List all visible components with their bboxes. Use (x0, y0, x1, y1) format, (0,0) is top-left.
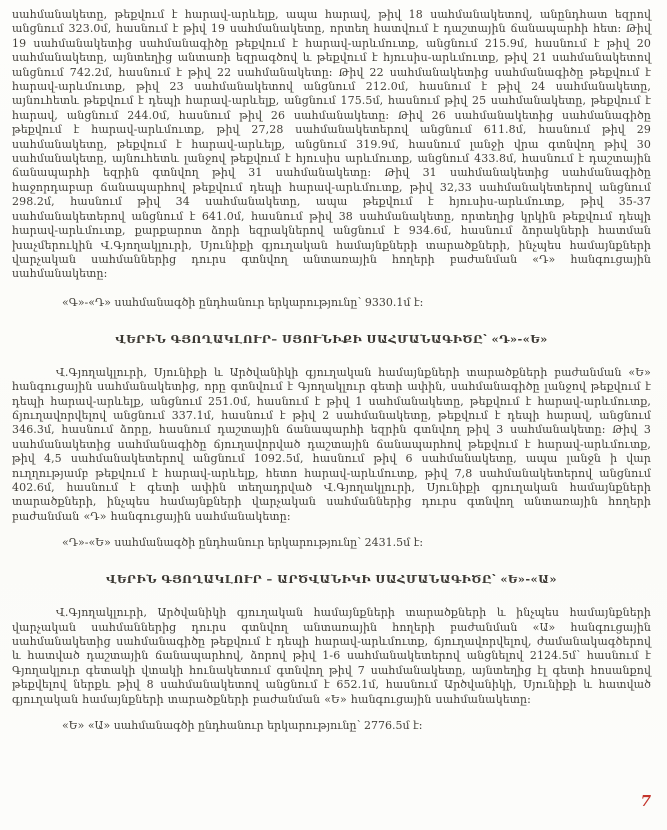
paragraph-boundary-g-d: սահմանակետը, թեքվում է հարավ-արևելք, ապա հարավ, թիվ 18 սահմանակետով, անընդհատ եզրով անցնում 323.0մ, հասնում է թիվ 19 սահմանակետը, որտեղ հատվում է դաշտային ճանապարհի հետ։ Թիվ 19 սահմանակետից սահմանագիծը թեքվում է հարավ-արևմուտք, անցնում 215.9մ, հասնում է թիվ 20 սահմանակետը, այնտեղից անտառի եզրագծով և թեքվում է հյուսիս-արևմուտք, թիվ 21 սահմանակետով անցնում 742.2մ, հասնում է թիվ 22 սահմանակետը։ Թիվ 22 սահմանակետից սահմանագիծը թեքվում է հարավ-արևմուտք, թիվ 23 սահմանակետով անցնում 212.0մ, հասնում է թիվ 24 սահմանակետը, այնուհետև թեքվում է դեպի հարավ-արևելք, անցնում 175.5մ, հասնում թիվ 25 սահմանակետը, թեքվում է հարավ, անցնում 244.0մ, հասնում թիվ 26 սահմանակետը։ Թիվ 26 սահմանակետից սահմանագիծը թեքվում է հարավ-արևմուտք, թիվ 27,28 սահմանակետերով անցնում 611.8մ, հասնում թիվ 29 սահմանակետը, թեքվում է հարավ-արևելք, անցնում 319.9մ, հասնում լանջի վրա գտնվող թիվ 30 սահմանակետը, այնուհետև լանջով թեքվում է հյուսիս արևմուտք, անցնում 433.8մ, հասնում է դաշտային ճանապարհի եզրին գտնվող թիվ 31 սահմանակետը։ Թիվ 31 սահմանակետից սահմանագիծը հաջորդաբար ճանապարհով թեքվում դեպի հարավ-արևմուտք, թիվ 32,33 սահմանակետերով անցնում 298.2մ, հասնում թիվ 34 սահմանակետը, ապա թեքվում է հյուսիս-արևմուտք, թիվ 35-37 սահմանակետերով անցնում է 641.0մ, հասնում թիվ 38 սահմանակետը, որտեղից կրկին թեքվում դեպի հարավ-արևմուտք, քարքարոտ ձորի եզրակներով անցնում է 934.6մ, հասնում ձորակների հատման խաչմերուկին Վ.Գյողակլուրի, Սյունիքի գյուղական համայնքների տարածքների, ինչպես համայնքների վարչական սահմաններից դուրս գտնվող անտառային հողերի բաժանման «Դ» հանգուցային սահմանակետը։ (12, 8, 651, 281)
heading-boundary-d-e: ՎԵՐԻՆ ԳՅՈՂԱԿԼՈՒՐ– ՍՅՈՒՆԻՔԻ ՍԱՀՄԱՆԱԳԻԾԸ՝ «Դ»-«Ե» (115, 331, 548, 346)
summary-d-e-length: «Դ»-«Ե» սահմանագծի ընդհանուր երկարությունը՝ 2431.5մ է։ (62, 536, 424, 550)
paragraph-boundary-d-e: Վ.Գյողակլուրի, Սյունիքի և Արծվանիկի գյուղական համայնքների տարածքների բաժանման «Ե» հանգուցային սահմանակետից, որը գտնվում է Գյողակլուր գետի ափին, սահմանագիծը լանջով թեքվում է դեպի հարավ-արևելք, անցնում 251.0մ, հասնում է թիվ 1 սահմանակետը, թեքվում է հարավ-արևմուտք, ճյուղավորվելով անցնում 337.1մ, հասնում է թիվ 2 սահմանակետը, թեքվում է դեպի հարավ, անցնում 346.3մ, հասնում ձորը, հասնում դաշտային ճանապարհի եզրին գտնվող թիվ 3 սահմանակետը։ Թիվ 3 սահմանակետից սահմանագիծը ճյուղավորված դաշտային ճանապարհով թեքվում է հարավ-արևմուտք, թիվ 4,5 սահմանակետերով անցնում 1092.5մ, հասնում թիվ 6 սահմանակետը, ապա լանջն ի վար ուղղությամբ թեքվում է հարավ-արևելք, հետո հարավ-արևմուտք, թիվ 7,8 սահմանակետերով անցնում 402.6մ, հասնում է գետի ափին տեղադրված Վ.Գյողակլուրի, Սյունիքի գյուղական համայնքների տարածքների, ինչպես համայնքների վարչական սահմաններից դուրս գտնվող անտառային հողերի բաժանման «Դ» հանգուցային սահմանակետը։ (12, 365, 651, 523)
summary-e-a-length: «Ե» «Ա» սահմանագծի ընդհանուր երկարությունը՝ 2776.5մ է։ (62, 719, 423, 733)
summary-g-d-length: «Գ»-«Դ» սահմանագծի ընդհանուր երկարությունը՝ 9330.1մ է։ (62, 295, 424, 309)
handwritten-page-number: 7 (640, 792, 651, 810)
paragraph-boundary-e-a: Վ.Գյողակլուրի, Արծվանիկի գյուղական համայնքների տարածքների և ինչպես համայնքների վարչական սահմաններից դուրս գտնվող անտառային հողերի բաժանման «Ա» հանգուցային սահմանակետից սահմանագիծը թեքվում է դեպի հարավ-արևմուտք, ճյուղավորվելով, ժամանակագծերով և հատված դաշտային ճանապարհով, ձորով թիվ 1-6 սահմանակետերով անցնելով 2124.5մ՝ հասնում է Գյողակլուր գետակի վտակի հունակետում գտնվող թիվ 7 սահմանակետը, այնտեղից էլ գետի հոսանքով թեքվելով ներքև թիվ 8 սահմանակետով անցնում է 652.1մ, հասնում Արծվանիկի, Սյունիքի և հատված գյուղական համայնքների տարածքների բաժանման «Ե» հանգուցային սահմանակետը։ (12, 606, 651, 706)
heading-boundary-e-a: ՎԵՐԻՆ ԳՅՈՂԱԿԼՈՒՐ – ԱՐԾՎԱՆԻԿԻ ՍԱՀՄԱՆԱԳԻԾԸ՝ «Ե»-«Ա» (106, 572, 557, 587)
